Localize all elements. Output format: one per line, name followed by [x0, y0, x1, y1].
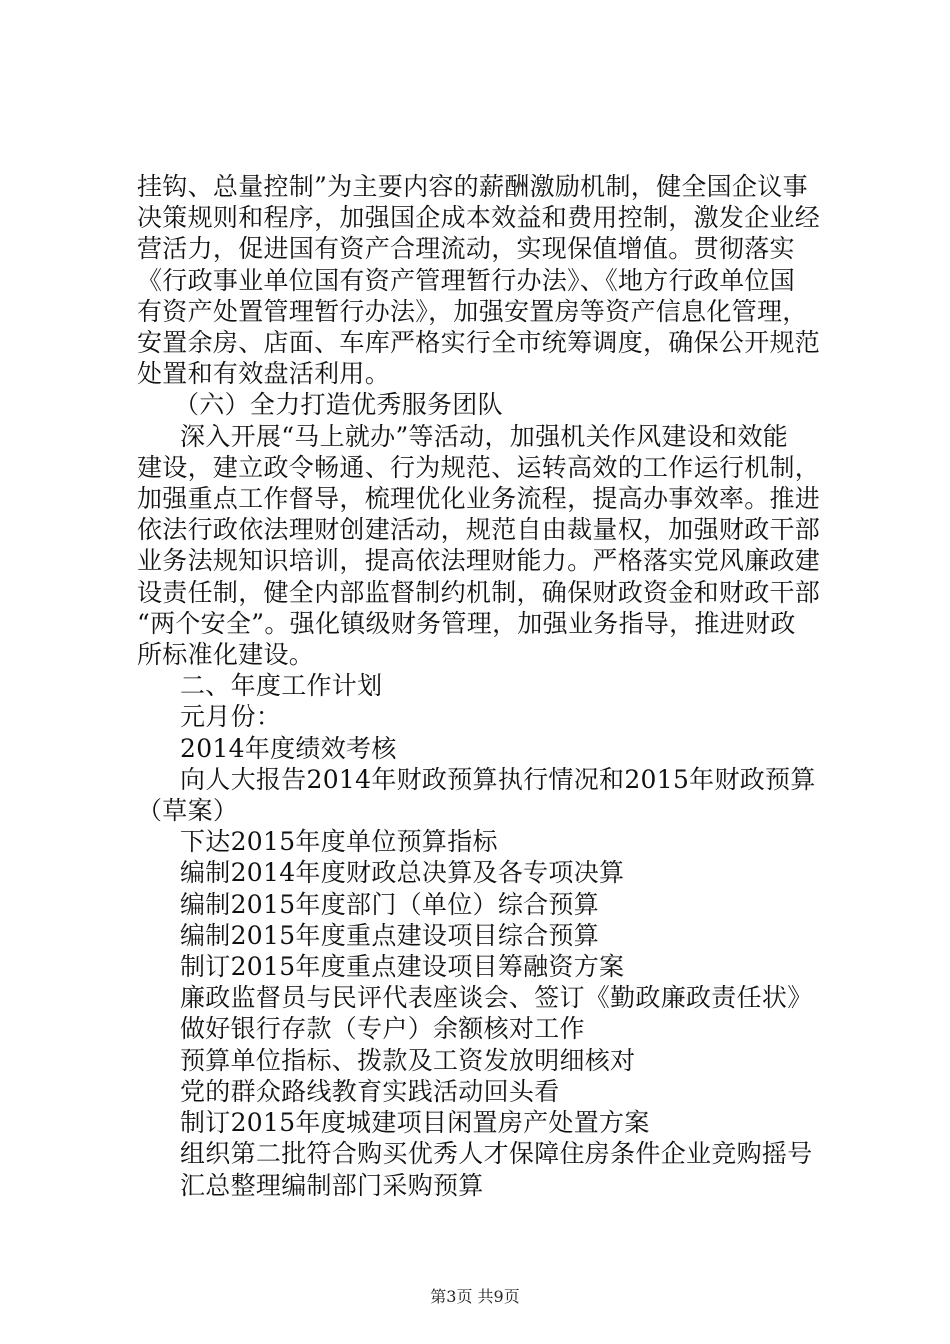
- paragraph-line: “两个安全”。强化镇级财务管理，加强业务指导，推进财政: [137, 608, 796, 638]
- paragraph-line: 安置余房、店面、车库严格实行全市统筹调度，确保公开规范: [137, 328, 821, 358]
- paragraph-line: 加强重点工作督导，梳理优化业务流程，提高办事效率。推进: [137, 484, 821, 514]
- plan-item: 2014年度绩效考核: [180, 733, 397, 763]
- paragraph-line: 设责任制，健全内部监督制约机制，确保财政资金和财政干部: [137, 577, 821, 607]
- plan-item: 组织第二批符合购买优秀人才保障住房条件企业竞购摇号: [180, 1139, 813, 1169]
- paragraph-line: 有资产处置管理暂行办法》，加强安置房等资产信息化管理，: [137, 296, 808, 326]
- plan-item: 下达2015年度单位预算指标: [180, 827, 498, 857]
- paragraph-line: 《行政事业单位国有资产管理暂行办法》、《地方行政单位国: [137, 265, 796, 295]
- month-label: 元月份：: [180, 702, 282, 732]
- page-footer: 第3页 共9页: [430, 1287, 520, 1306]
- plan-item: 向人大报告2014年财政预算执行情况和2015年财政预算: [180, 764, 816, 794]
- paragraph-line: 业务法规知识培训，提高依法理财能力。严格落实党风廉政建: [137, 546, 821, 576]
- document-body: [137, 171, 837, 1201]
- section-heading-2: 二、年度工作计划: [180, 671, 383, 701]
- plan-item: 编制2014年度财政总决算及各专项决算: [180, 858, 625, 888]
- plan-item-continuation: （草案）: [137, 796, 239, 826]
- paragraph-line: 所标准化建设。: [137, 640, 315, 670]
- plan-item: 汇总整理编制部门采购预算: [180, 1170, 484, 1200]
- paragraph-line: 挂钩、总量控制”为主要内容的薪酬激励机制，健全国企议事: [137, 172, 808, 201]
- plan-item: 廉政监督员与民评代表座谈会、签订《勤政廉政责任状》: [180, 983, 813, 1013]
- plan-item: 制订2015年度重点建设项目筹融资方案: [180, 952, 625, 982]
- plan-item: 编制2015年度部门（单位）综合预算: [180, 889, 600, 919]
- plan-item: 预算单位指标、拨款及工资发放明细核对: [180, 1045, 636, 1075]
- plan-item: 编制2015年度重点建设项目综合预算: [180, 920, 600, 950]
- paragraph-line: 深入开展“马上就办”等活动，加强机关作风建设和效能: [180, 421, 789, 451]
- paragraph-line: 处置和有效盘活利用。: [137, 359, 391, 389]
- plan-item: 做好银行存款（专户）余额核对工作: [180, 1014, 585, 1044]
- paragraph-line: 决策规则和程序，加强国企成本效益和费用控制，激发企业经: [137, 203, 821, 233]
- plan-item: 党的群众路线教育实践活动回头看: [180, 1076, 560, 1106]
- section-heading-6: （六）全力打造优秀服务团队: [174, 390, 503, 420]
- paragraph-line: 依法行政依法理财创建活动，规范自由裁量权，加强财政干部: [137, 515, 821, 545]
- paragraph-line: 建设，建立政令畅通、行为规范、运转高效的工作运行机制，: [137, 452, 821, 482]
- plan-item: 制订2015年度城建项目闲置房产处置方案: [180, 1108, 650, 1138]
- paragraph-line: 营活力，促进国有资产合理流动，实现保值增值。贯彻落实: [137, 234, 795, 264]
